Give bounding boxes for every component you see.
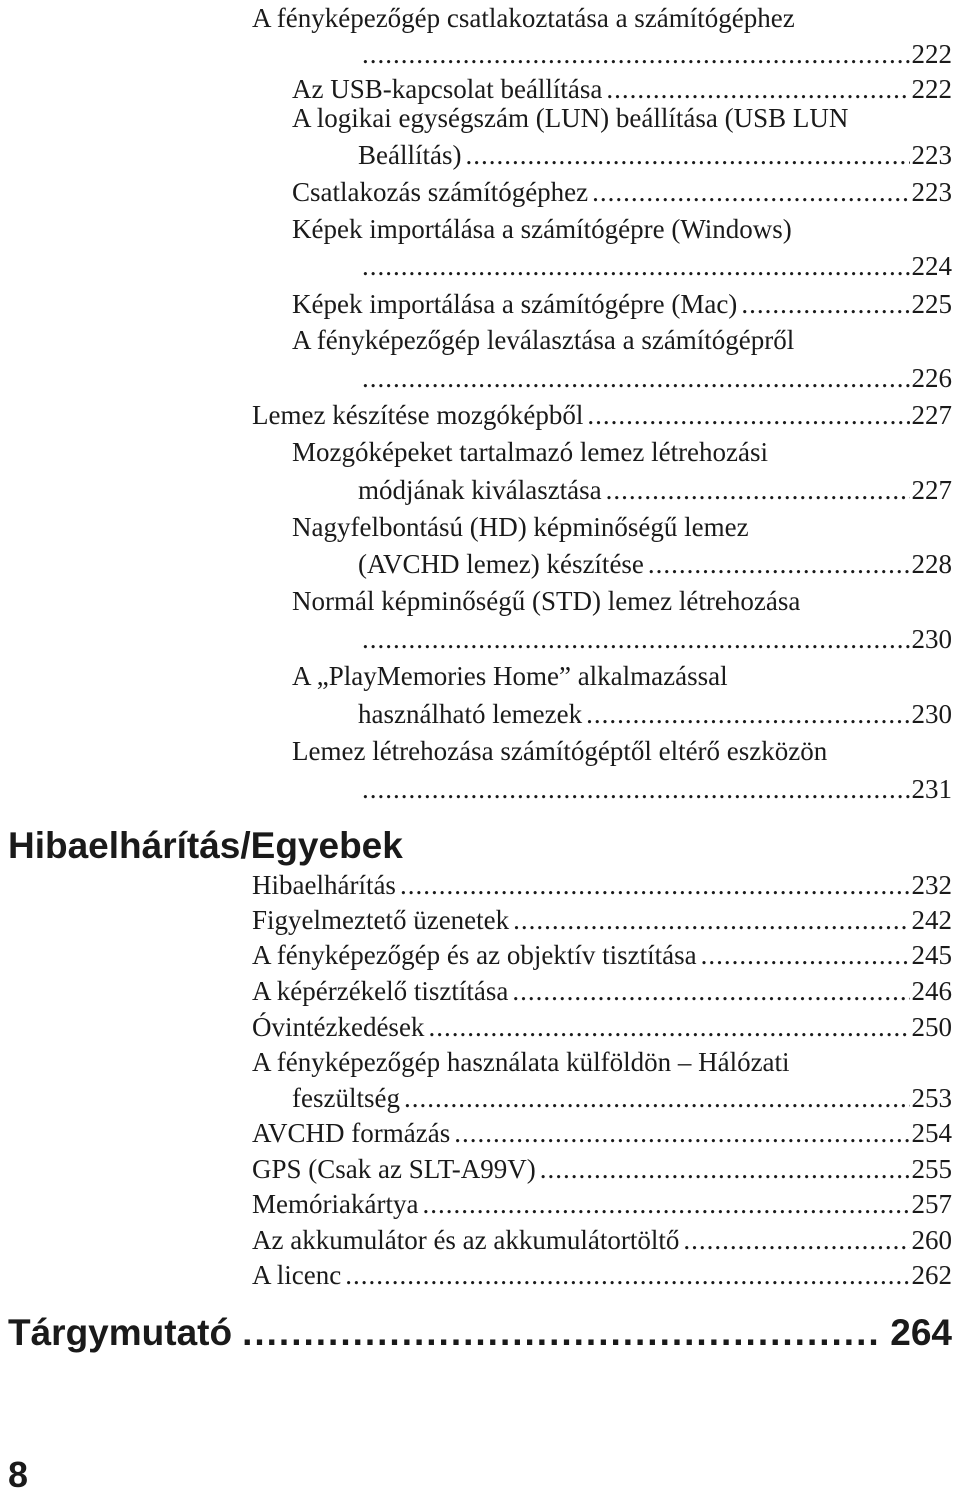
toc-page-number: 253 [911,1083,952,1113]
toc-page-number: 227 [911,400,952,430]
toc-entry-text: Figyelmeztető üzenetek [252,905,510,935]
toc-entry-text: Beállítás) [358,140,462,170]
toc-entry-text: A logikai egységszám (LUN) beállítása (USB LUN [292,103,849,133]
toc-entry[interactable] [292,175,952,210]
toc-entry[interactable] [292,1081,952,1116]
dot-leader [683,1223,909,1258]
toc-entry[interactable] [358,697,952,732]
toc-entry[interactable] [252,868,952,903]
toc-entry-text: Képek importálása a számítógépre (Windows) [292,214,792,244]
toc-entry[interactable] [358,361,952,396]
toc-entry[interactable] [292,734,952,769]
dot-leader [512,974,909,1009]
toc-entry[interactable] [292,584,952,619]
toc-entry[interactable] [292,287,952,322]
toc-entry-text: Képek importálása a számítógépre (Mac) [292,289,738,319]
toc-entry[interactable] [292,510,952,545]
toc-page-number: 227 [911,475,952,505]
toc-entry-text: Memóriakártya [252,1189,419,1219]
dot-leader [741,287,909,322]
toc-page-number: 246 [911,976,952,1006]
toc-entry[interactable] [252,938,952,973]
toc-entry-text: Lemez létrehozása számítógéptől eltérő eszközön [292,736,828,766]
dot-leader [362,361,910,396]
toc-page-number: 231 [911,774,952,804]
toc-entry[interactable] [358,37,952,72]
dot-leader [540,1152,910,1187]
toc-page-number: 228 [911,549,952,579]
toc-entry-text: használható lemezek [358,699,583,729]
toc-page-number: 255 [911,1154,952,1184]
toc-page-number: 224 [911,251,952,281]
toc-entry-text: Normál képminőségű (STD) lemez létrehozása [292,586,801,616]
toc-entry[interactable] [252,1258,952,1293]
toc-entry[interactable] [252,1010,952,1045]
toc-page-number: 222 [911,74,952,104]
toc-entry-text: A fényképezőgép csatlakoztatása a számítógéphez [252,3,795,33]
toc-page-number: 232 [911,870,952,900]
dot-leader [345,1258,909,1293]
toc-page-number: 230 [911,699,952,729]
dot-leader [404,1081,910,1116]
index-entry-text: Tárgymutató [8,1312,233,1353]
index-page-number: 264 [890,1312,952,1353]
dot-leader [362,249,910,284]
dot-leader [592,175,909,210]
toc-page-number: 250 [911,1012,952,1042]
toc-page-number: 254 [911,1118,952,1148]
dot-leader [513,903,909,938]
toc-entry-text: Nagyfelbontású (HD) képminőségű lemez [292,512,749,542]
toc-page-number: 222 [911,39,952,69]
toc-page-number: 225 [911,289,952,319]
page-number: 8 [8,1454,29,1495]
toc-entry-text: A fényképezőgép és az objektív tisztítása [252,940,697,970]
toc-entry-text: Óvintézkedések [252,1012,425,1042]
toc-entry[interactable] [292,101,952,136]
toc-entry[interactable] [358,547,952,582]
toc-entry-text: A fényképezőgép használata külföldön – Hálózati [252,1047,790,1077]
dot-leader [454,1116,909,1151]
toc-entry[interactable] [252,1045,952,1080]
toc-entry-text: A „PlayMemories Home” alkalmazással [292,661,728,691]
toc-entry-text: Az USB-kapcsolat beállítása [292,74,603,104]
toc-entry-text: feszültség [292,1083,400,1113]
dot-leader [362,37,910,72]
dot-leader [422,1187,909,1222]
dot-leader [242,1310,882,1356]
index-entry[interactable] [8,1310,952,1356]
toc-entry-text: módjának kiválasztása [358,475,602,505]
toc-entry-text: Hibaelhárítás [252,870,396,900]
dot-leader [400,868,910,903]
toc-page-number: 262 [911,1260,952,1290]
dot-leader [362,772,910,807]
toc-entry[interactable] [292,323,952,358]
toc-entry[interactable] [292,212,952,247]
toc-entry[interactable] [358,138,952,173]
toc-entry[interactable] [292,435,952,470]
toc-page-number: 242 [911,905,952,935]
dot-leader [465,138,909,173]
dot-leader [606,473,910,508]
toc-entry[interactable] [252,1152,952,1187]
dot-leader [586,697,909,732]
toc-entry[interactable] [292,659,952,694]
toc-page-number: 260 [911,1225,952,1255]
toc-entry[interactable] [252,1,952,36]
dot-leader [428,1010,909,1045]
toc-page-number: 257 [911,1189,952,1219]
toc-entry-text: A fényképezőgép leválasztása a számítógépről [292,325,795,355]
section-heading[interactable]: Hibaelhárítás/Egyebek [8,825,403,866]
toc-page-number: 226 [911,363,952,393]
toc-entry[interactable] [252,903,952,938]
toc-entry[interactable] [358,622,952,657]
dot-leader [648,547,910,582]
toc-entry[interactable] [358,473,952,508]
toc-entry-text: Lemez készítése mozgóképből [252,400,584,430]
toc-entry[interactable] [358,772,952,807]
toc-entry-text: AVCHD formázás [252,1118,451,1148]
toc-page-number: 245 [911,940,952,970]
toc-entry-text: GPS (Csak az SLT-A99V) [252,1154,536,1184]
toc-entry[interactable] [252,398,952,433]
toc-page-number: 223 [911,140,952,170]
dot-leader [362,622,910,657]
dot-leader [701,938,910,973]
toc-entry-text: A képérzékelő tisztítása [252,976,509,1006]
dot-leader [587,398,909,433]
toc-entry-text: Csatlakozás számítógéphez [292,177,589,207]
toc-page-number: 230 [911,624,952,654]
toc-entry[interactable] [252,1116,952,1151]
toc-entry[interactable] [252,1187,952,1222]
toc-entry[interactable] [252,974,952,1009]
toc-entry-text: (AVCHD lemez) készítése [358,549,644,579]
toc-entry-text: Mozgóképeket tartalmazó lemez létrehozási [292,437,769,467]
toc-page-number: 223 [911,177,952,207]
toc-entry[interactable] [358,249,952,284]
toc-entry-text: A licenc [252,1260,342,1290]
toc-entry-text: Az akkumulátor és az akkumulátortöltő [252,1225,680,1255]
toc-entry[interactable] [252,1223,952,1258]
